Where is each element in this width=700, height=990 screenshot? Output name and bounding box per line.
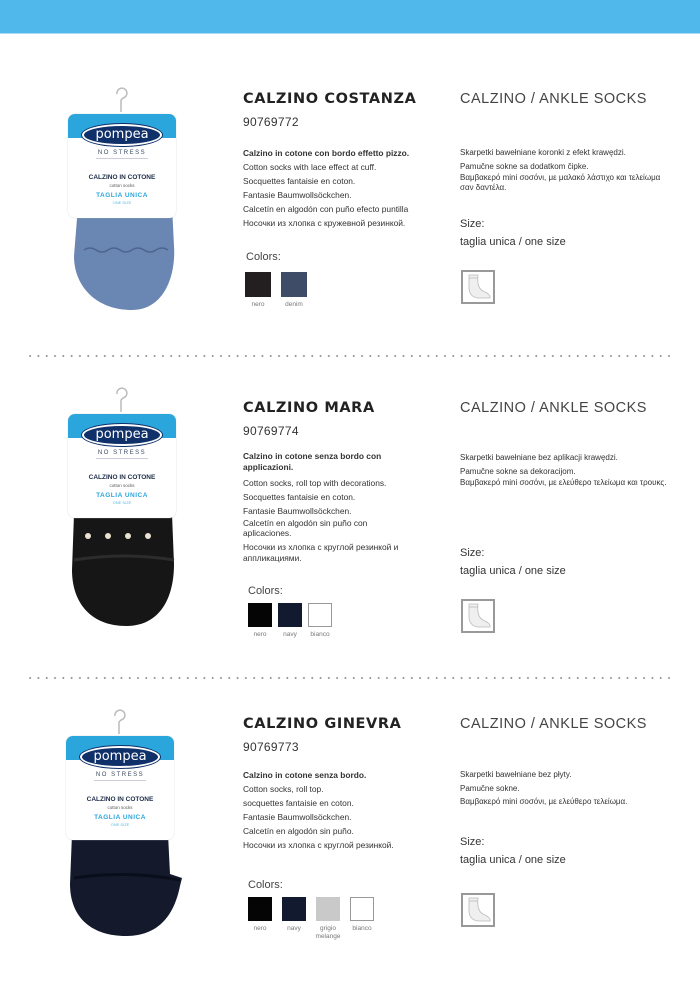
product-description <box>243 146 443 230</box>
translation-line: Pamučne sokne. <box>460 783 520 793</box>
product-code: 90769774 <box>243 424 299 438</box>
package-card <box>68 114 176 218</box>
size-label: Size: <box>460 218 485 230</box>
package-title: CALZINO IN COTONE <box>88 174 156 181</box>
color-swatch-nero[interactable] <box>245 272 271 309</box>
description-bold: Calzino in cotone senza bordo. <box>243 770 367 780</box>
swatch-label: nero <box>253 925 267 932</box>
color-swatch-navy[interactable] <box>282 897 306 941</box>
colors-label: Colors: <box>248 879 283 891</box>
size-label: Size: <box>460 836 485 848</box>
swatch-box <box>350 897 374 921</box>
description-line: Носочки из хлопка с круглой резинкой. <box>243 840 394 850</box>
swatch-label: bianco <box>310 631 330 638</box>
brand-logo: pompea <box>82 424 162 446</box>
description-bold: Calzino in cotone con bordo effetto pizzo. <box>243 148 410 158</box>
swatch-box <box>278 603 302 627</box>
ankle-sock-icon <box>461 599 495 633</box>
description-line: Calcetín en algodón con puño efecto puntilla <box>243 204 409 214</box>
description-bold: Calzino in cotone senza bordo con applicazioni. <box>243 451 382 472</box>
size-value: taglia unica / one size <box>460 854 566 866</box>
color-swatches <box>248 603 332 639</box>
size-value: taglia unica / one size <box>460 236 566 248</box>
translation-line: Skarpetki bawełniane koronki z efekt krawędzi. <box>460 148 626 157</box>
description-line: Socquettes fantaisie en coton. <box>243 176 356 186</box>
hanger-hook-icon <box>110 708 128 734</box>
product-category: CALZINO / ANKLE SOCKS <box>460 91 647 107</box>
package-title: CALZINO IN COTONE <box>88 474 156 481</box>
swatch-label: bianco <box>352 925 372 932</box>
translation-line: Βαμβακερό mini σοσόνι, με ελεύθερο τελείωμα. <box>460 797 628 806</box>
product-description <box>243 451 413 567</box>
color-swatch-bianco[interactable] <box>350 897 374 941</box>
color-swatch-nero[interactable] <box>248 897 272 941</box>
translation-line: Pamučne sokne sa dekoracijom. <box>460 466 576 476</box>
description-line: Cotton socks with lace effect at cuff. <box>243 162 377 172</box>
package-size: TAGLIA UNICA <box>94 814 146 821</box>
swatch-label: denim <box>285 301 303 308</box>
package-size-sub: ONE SIZE <box>110 822 130 827</box>
package-size: TAGLIA UNICA <box>96 492 148 499</box>
description-line: Fantasie Baumwollsöckchen. <box>243 505 352 516</box>
hanger-hook-icon <box>112 86 130 112</box>
translation-line: Skarpetki bawełniane bez płyty. <box>460 770 572 779</box>
package-card <box>66 736 174 840</box>
description-line: Socquettes fantaisie en coton. <box>243 491 356 502</box>
package-size-sub: ONE SIZE <box>112 200 132 205</box>
size-label: Size: <box>460 547 485 559</box>
product-translations <box>460 768 670 809</box>
package-size-sub: ONE SIZE <box>112 500 132 505</box>
color-swatches <box>245 272 307 309</box>
brand-logo: pompea <box>82 124 162 146</box>
colors-label: Colors: <box>246 251 281 263</box>
description-line: Cotton socks, roll top with decorations. <box>243 477 387 488</box>
swatch-label: nero <box>253 631 267 638</box>
description-line: Носочки из хлопка с круглой резинкой и аппликациями. <box>243 542 399 563</box>
product-translations <box>460 146 670 193</box>
description-line: socquettes fantaisie en coton. <box>243 798 354 808</box>
swatch-box <box>282 897 306 921</box>
color-swatch-navy[interactable] <box>278 603 302 639</box>
swatch-box <box>281 272 307 297</box>
swatch-label: grigio melange <box>315 925 341 940</box>
color-swatches <box>248 897 374 941</box>
description-line: Fantasie Baumwollsöckchen. <box>243 190 352 200</box>
header-band <box>0 0 700 34</box>
swatch-label: nero <box>251 301 265 308</box>
package-card <box>68 414 176 518</box>
product-category: CALZINO / ANKLE SOCKS <box>460 400 647 416</box>
color-swatch-denim[interactable] <box>281 272 307 309</box>
description-line: Calcetín en algodón sin puño con aplicaciones. <box>243 517 368 538</box>
swatch-box <box>245 272 271 297</box>
colors-label: Colors: <box>248 585 283 597</box>
swatch-label: navy <box>287 925 301 932</box>
product-translations <box>460 451 670 488</box>
description-line: Fantasie Baumwollsöckchen. <box>243 812 352 822</box>
ankle-sock-icon <box>461 270 495 304</box>
description-line: Cotton socks, roll top. <box>243 784 324 794</box>
swatch-box <box>248 897 272 921</box>
translation-line: Pamučne sokne sa dodatkom čipke. <box>460 161 589 171</box>
translation-line: Βαμβακερό mini σοσόνι, με ελεύθερο τελείωμα και τρουκς. <box>460 478 667 487</box>
size-value: taglia unica / one size <box>460 565 566 577</box>
package-title: CALZINO IN COTONE <box>86 796 154 803</box>
swatch-box <box>248 603 272 627</box>
brand-tagline: NO STRESS <box>95 772 145 778</box>
brand-tagline: NO STRESS <box>97 450 147 456</box>
hanger-hook-icon <box>112 386 130 412</box>
product-image <box>66 86 178 316</box>
swatch-box <box>316 897 340 921</box>
color-swatch-nero[interactable] <box>248 603 272 639</box>
product-image <box>66 386 178 631</box>
product-description <box>243 768 443 852</box>
product-code: 90769773 <box>243 740 299 754</box>
package-size: TAGLIA UNICA <box>96 192 148 199</box>
brand-tagline: NO STRESS <box>97 150 147 156</box>
sock-image-mara <box>70 514 176 628</box>
description-line: Calcetín en algodón sin puño. <box>243 826 354 836</box>
translation-line: Skarpetki bawełniane bez aplikacji krawędzi. <box>460 453 618 462</box>
product-code: 90769772 <box>243 115 299 129</box>
package-subtitle: cotton socks <box>107 805 133 810</box>
color-swatch-grigio-melange[interactable] <box>316 897 340 941</box>
brand-logo: pompea <box>80 746 160 768</box>
swatch-label: navy <box>283 631 297 638</box>
section-divider <box>26 355 674 357</box>
sock-image-ginevra <box>68 834 182 938</box>
product-title: CALZINO COSTANZA <box>243 91 417 107</box>
sock-image-costanza <box>72 206 176 312</box>
product-title: CALZINO MARA <box>243 400 375 416</box>
package-subtitle: cotton socks <box>109 483 135 488</box>
description-line: Носочки из хлопка с кружевной резинкой. <box>243 218 406 228</box>
translation-line: Βαμβακερό mini σοσόνι, με μαλακό λάστιχο και τελείωμα σαν δαντέλα. <box>460 173 661 192</box>
color-swatch-bianco[interactable] <box>308 603 332 639</box>
ankle-sock-icon <box>461 893 495 927</box>
swatch-box <box>308 603 332 627</box>
product-category: CALZINO / ANKLE SOCKS <box>460 716 647 732</box>
section-divider <box>26 677 674 679</box>
product-image <box>64 708 176 938</box>
product-title: CALZINO GINEVRA <box>243 716 402 732</box>
package-subtitle: cotton socks <box>109 183 135 188</box>
